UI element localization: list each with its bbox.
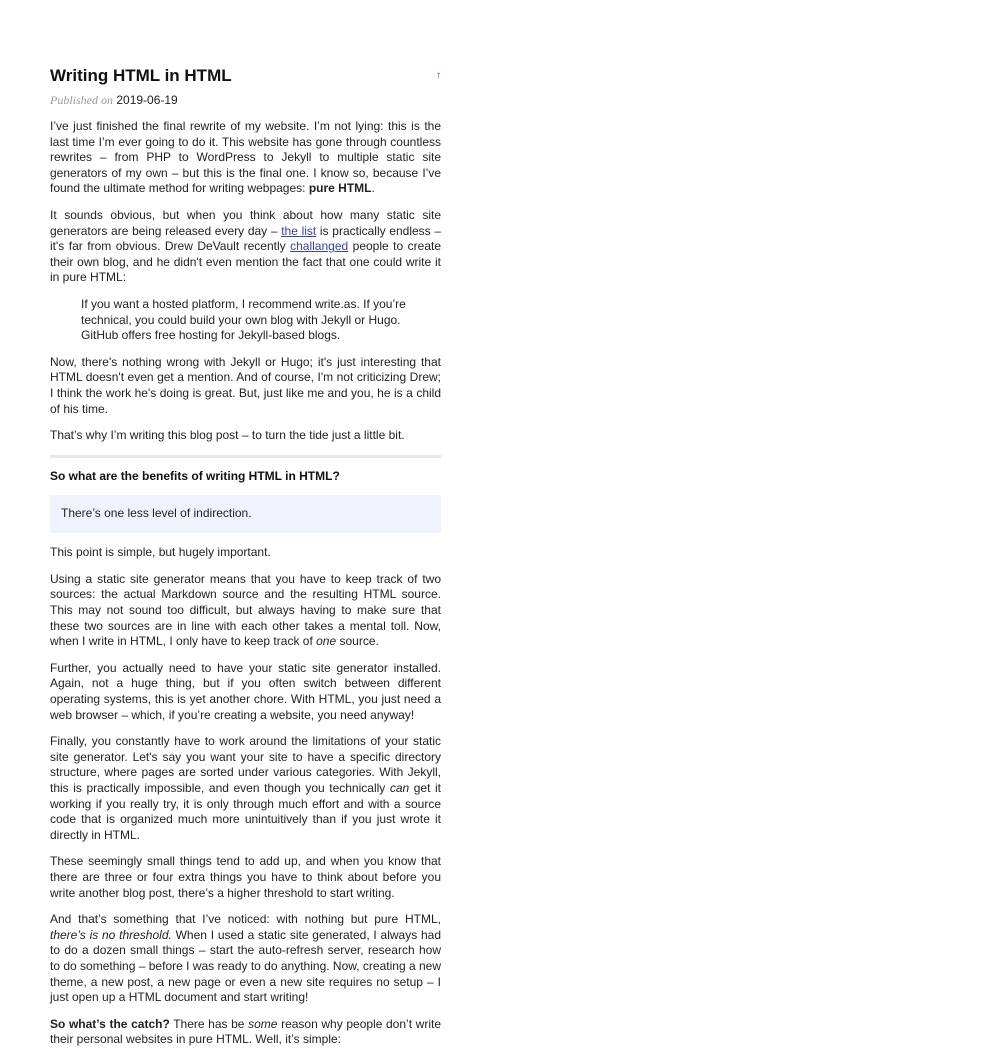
obvious-text-b: is practically endless – it's far from obvious. Drew DeVault recently xyxy=(50,223,442,254)
challanged-link[interactable]: challanged xyxy=(290,239,349,254)
paragraph-two-sources xyxy=(50,572,441,650)
intro-end: . xyxy=(371,181,375,196)
obvious-text-c: people to create their own blog, and he didn't even mention the fact that one could write it in pure HTML: xyxy=(50,239,441,285)
threshold-text-a: And that’s something that I’ve noticed: with nothing but pure HTML, xyxy=(50,912,441,927)
quote xyxy=(81,297,411,344)
two-sources-text-a: Using a static site generator means that you have to keep track of two sources: the actual Markdown source and the resulting HTML source. This may not sound too difficult, but always having to make sure that these two sources are in line with each other takes a mental toll. Now, when I write in HTML, I only have to keep track of xyxy=(50,571,441,649)
page-title: Writing HTML in HTML xyxy=(50,66,232,85)
catch-italic: some xyxy=(248,1016,278,1031)
published-date: 2019-06-19 xyxy=(116,93,178,107)
paragraph-tide: That’s why I’m writing this blog post – to turn the tide just a little bit. xyxy=(50,428,405,443)
limitations-italic: can xyxy=(389,781,410,795)
paragraph-add-up: These seemingly small things tend to add up, and when you know that there are three or four extra things you have to think about before you write another blog post, there’s a higher threshold to start writing. xyxy=(50,854,441,900)
paragraph-jekyll-hugo: Now, there's nothing wrong with Jekyll or Hugo; it's just interesting that HTML doesn't even get a mention. And of course, I'm not criticizing Drew; I think the work he's doing is great. But, just like me and you, he is a child of his time. xyxy=(50,354,441,416)
two-sources-text-b: source. xyxy=(336,634,379,649)
title-row xyxy=(50,62,441,90)
paragraph-installed: Further, you actually need to have your static site generator installed. Again, not a huge thing, but if you often switch between different operating systems, this is yet another chore. With HTML, you just need a web browser – which, if you’re creating a website, you need anyway! xyxy=(50,660,441,722)
article xyxy=(50,62,441,1059)
post-meta xyxy=(50,92,441,108)
published-label: Published on xyxy=(50,93,113,107)
paragraph-catch xyxy=(50,1017,441,1048)
catch-text-b: reason why people don’t write their personal websites in pure HTML. Well, it’s simple: xyxy=(50,1016,441,1047)
callout-box: There’s one less level of indirection. xyxy=(50,495,441,534)
paragraph-simple-point: This point is simple, but hugely important. xyxy=(50,545,271,560)
two-sources-italic: one xyxy=(316,634,337,649)
quote-line: GitHub offers free hosting for Jekyll-based blogs. xyxy=(81,328,341,343)
back-to-top-link[interactable]: ↑ xyxy=(436,70,441,81)
catch-bold: So what’s the catch? xyxy=(50,1016,170,1031)
paragraph-obvious xyxy=(50,208,441,286)
section-divider xyxy=(50,455,441,458)
intro-text: I’ve just finished the final rewrite of my website. I’m not lying: this is the last time I’m ever going to do it. This website has gone through countless rewrites – from PHP to WordPress to Jekyll to multiple static site generators of my own – but this is the final one. I know so, because I’ve found the ultimate method for writing webpages: xyxy=(50,119,441,196)
intro-bold: pure HTML xyxy=(308,181,372,196)
limitations-text-b: get it working if you really try, it is only through much effort and with a source code that is organized much more unintuitively than if you just wrote it directly in HTML. xyxy=(50,781,441,842)
obvious-text-a: It sounds obvious, but when you think about how many static site generators are being released every day – xyxy=(50,207,441,238)
benefits-heading: So what are the benefits of writing HTML in HTML? xyxy=(50,468,340,483)
paragraph-limitations xyxy=(50,734,441,843)
paragraph-no-threshold xyxy=(50,912,441,1006)
threshold-italic: there’s is no threshold. xyxy=(50,927,172,942)
threshold-text-b: When I used a static site generated, I always had to do a dozen small things – start the auto-refresh server, research how to do something – before I was ready to do anything. Now, creating a new theme, a new post, a new page or even a new site requires no setup – I just open up a HTML document and start writing! xyxy=(50,927,441,1005)
catch-text-a: There has be xyxy=(169,1016,249,1031)
limitations-text-a: Finally, you constantly have to work around the limitations of your static site generator. Let's say you want your site to have a specific directory structure, where pages are sorted under various categories. With Jekyll, this is practically impossible, and even though you technically xyxy=(50,734,441,795)
the-list-link[interactable]: the list xyxy=(281,223,317,238)
quote-line: If you want a hosted platform, I recommend write.as. If you’re xyxy=(81,296,406,311)
paragraph-intro xyxy=(50,119,441,197)
quote-line: technical, you could build your own blog with Jekyll or Hugo. xyxy=(81,312,401,327)
